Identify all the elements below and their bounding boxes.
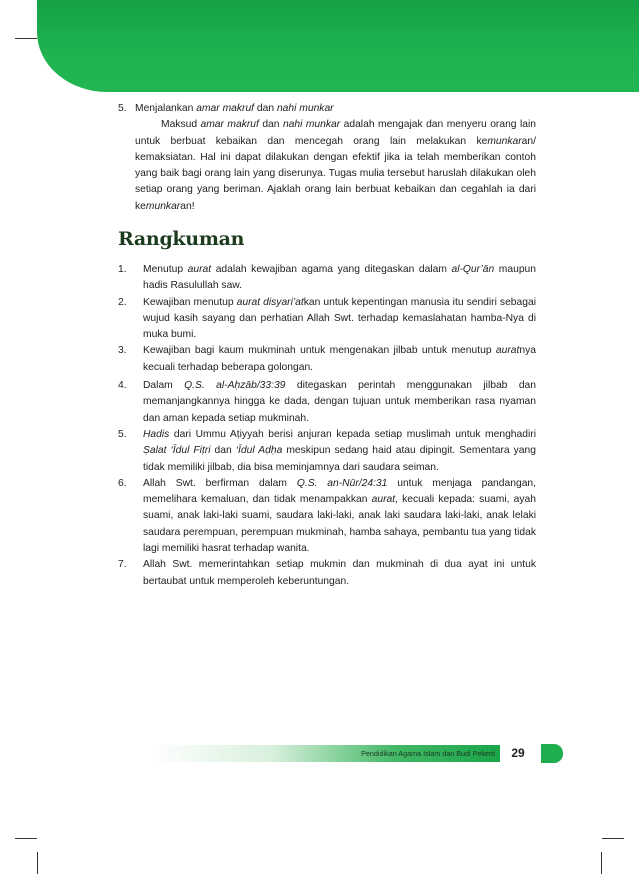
summary-item [118, 476, 536, 557]
crop-mark [15, 838, 37, 839]
section-5-paragraph [118, 117, 536, 215]
item-part: Kewajiban menutup [143, 296, 237, 308]
item-text [143, 557, 536, 590]
para-text: dan [258, 119, 283, 131]
item-number: 2. [118, 296, 127, 308]
item-term: aurat [187, 264, 212, 275]
para-term: amar makruf [200, 119, 259, 131]
summary-heading: Rangkuman [118, 228, 245, 250]
para-text: an! [180, 200, 195, 212]
item-part: Allah Swt. memerintahkan setiap mukmin dan mukminah di dua ayat ini untuk bertaubat untuk memperoleh keberuntungan. [143, 559, 536, 587]
section-5-number: 5. [118, 103, 127, 114]
item-term: Hadis [143, 428, 170, 440]
section-5-title [135, 101, 334, 117]
summary-list [118, 262, 536, 590]
item-term: disyari’at [263, 296, 304, 308]
item-number: 5. [118, 428, 127, 440]
para-term: munkar [145, 200, 181, 212]
item-number: 1. [118, 264, 127, 275]
item-term: al-Qur’ān [451, 264, 495, 275]
heading-text: dan [254, 103, 277, 114]
heading-term: nahi munkar [276, 103, 334, 114]
para-term: nahi munkar [282, 119, 341, 131]
heading-text: Menjalankan [135, 103, 197, 114]
item-part: meskipun sedang haid atau dipingit. Sementara yang tidak memiliki jilbab, dia bisa meminjamnya dari saudara seiman. [143, 445, 536, 473]
item-number: 4. [118, 380, 127, 392]
item-term: Ṣalat ‘Īdul Fiṭri [143, 445, 211, 457]
item-number: 6. [118, 477, 127, 489]
para-text: Maksud [161, 119, 201, 131]
section-5 [118, 101, 536, 215]
item-part: dari Ummu Aṭiyyah berisi anjuran kepada setiap muslimah untuk menghadiri [169, 428, 536, 440]
item-part: Allah Swt. berfirman dalam [143, 477, 297, 489]
crop-mark [15, 38, 37, 39]
para-text: adalah mengajak dan menyeru orang lain untuk berbuat kebaikan dan mencegah orang lain melakukan ke [135, 119, 536, 147]
item-text [143, 427, 536, 476]
crop-mark [37, 852, 38, 874]
summary-item [118, 295, 536, 344]
header-band [37, 0, 639, 92]
summary-item [118, 262, 536, 295]
item-term: ‘Īdul Aḍḥa [235, 445, 283, 457]
heading-term: amar makruf [196, 103, 255, 114]
item-part: ditegaskan perintah menggunakan jilbab dan memanjangkannya hingga ke dada, dengan tujuan untuk memberikan rasa nyaman dan aman kepada setiap mukminah. [143, 380, 536, 424]
item-part: dan [210, 445, 236, 457]
item-part: kan untuk kepentingan manusia itu sendiri sebagai wujud kasih sayang dan perhatian Allah Swt. terhadap kemaslahatan hamba-Nya di muka bumi. [143, 296, 536, 341]
item-text [143, 295, 536, 344]
crop-mark [601, 852, 602, 874]
item-part: untuk menjaga pandangan, memelihara kemaluan, dan tidak menampakkan [143, 477, 537, 506]
item-term: Q.S. an-Nūr/24:31 [296, 477, 388, 489]
item-term: aurat [236, 296, 261, 308]
item-part: Kewajiban bagi kaum mukminah untuk mengenakan jilbab untuk menutup [143, 345, 496, 357]
item-part: adalah kewajiban agama yang ditegaskan dalam [211, 264, 452, 275]
item-term: Q.S. al-Aḥzāb/33:39 [184, 380, 286, 392]
item-term: aurat [371, 494, 396, 506]
item-part: , kecuali kepada: suami, ayah suami, anak laki-laki suami, saudara laki-laki, anak laki saudara laki-laki, anak lelaki saudara perempuan, perempuan mukminah, hamba sahaya, pembantu tua yang tidak lagi memiliki hasrat terhadap wanita. [143, 494, 536, 555]
item-text [143, 476, 536, 557]
section-5-heading [118, 101, 536, 117]
footer-book-title: Pendidikan Agama Islam dan Budi Pekerti [361, 749, 495, 758]
item-term: aurat [495, 345, 520, 357]
summary-item [118, 343, 536, 376]
para-text: an/ kemaksiatan. Hal ini dapat dilakukan dengan efektif jika ia telah memberikan contoh yang baik bagi orang lain yang diserunya. Tugas mulia tersebut haruslah dilakukan oleh setiap orang yang beriman. Ajaklah orang lain berbuat kebaikan dan cegahlah ia dari ke [135, 135, 536, 212]
item-text [143, 262, 536, 295]
item-part: maupun hadis Rasulullah saw. [143, 264, 536, 292]
summary-item [118, 427, 536, 476]
item-part: nya kecuali terhadap beberapa golongan. [143, 345, 536, 373]
summary-item [118, 557, 536, 590]
crop-mark [602, 838, 624, 839]
item-part: Menutup [143, 264, 188, 275]
summary-item [118, 378, 536, 427]
item-number: 7. [118, 559, 127, 571]
item-text [143, 378, 536, 427]
item-part: Dalam [143, 380, 185, 392]
item-text [143, 343, 536, 376]
page-number: 29 [511, 746, 525, 760]
item-number: 3. [118, 345, 127, 357]
para-term: munkar [487, 135, 522, 147]
footer-tab [541, 744, 563, 763]
